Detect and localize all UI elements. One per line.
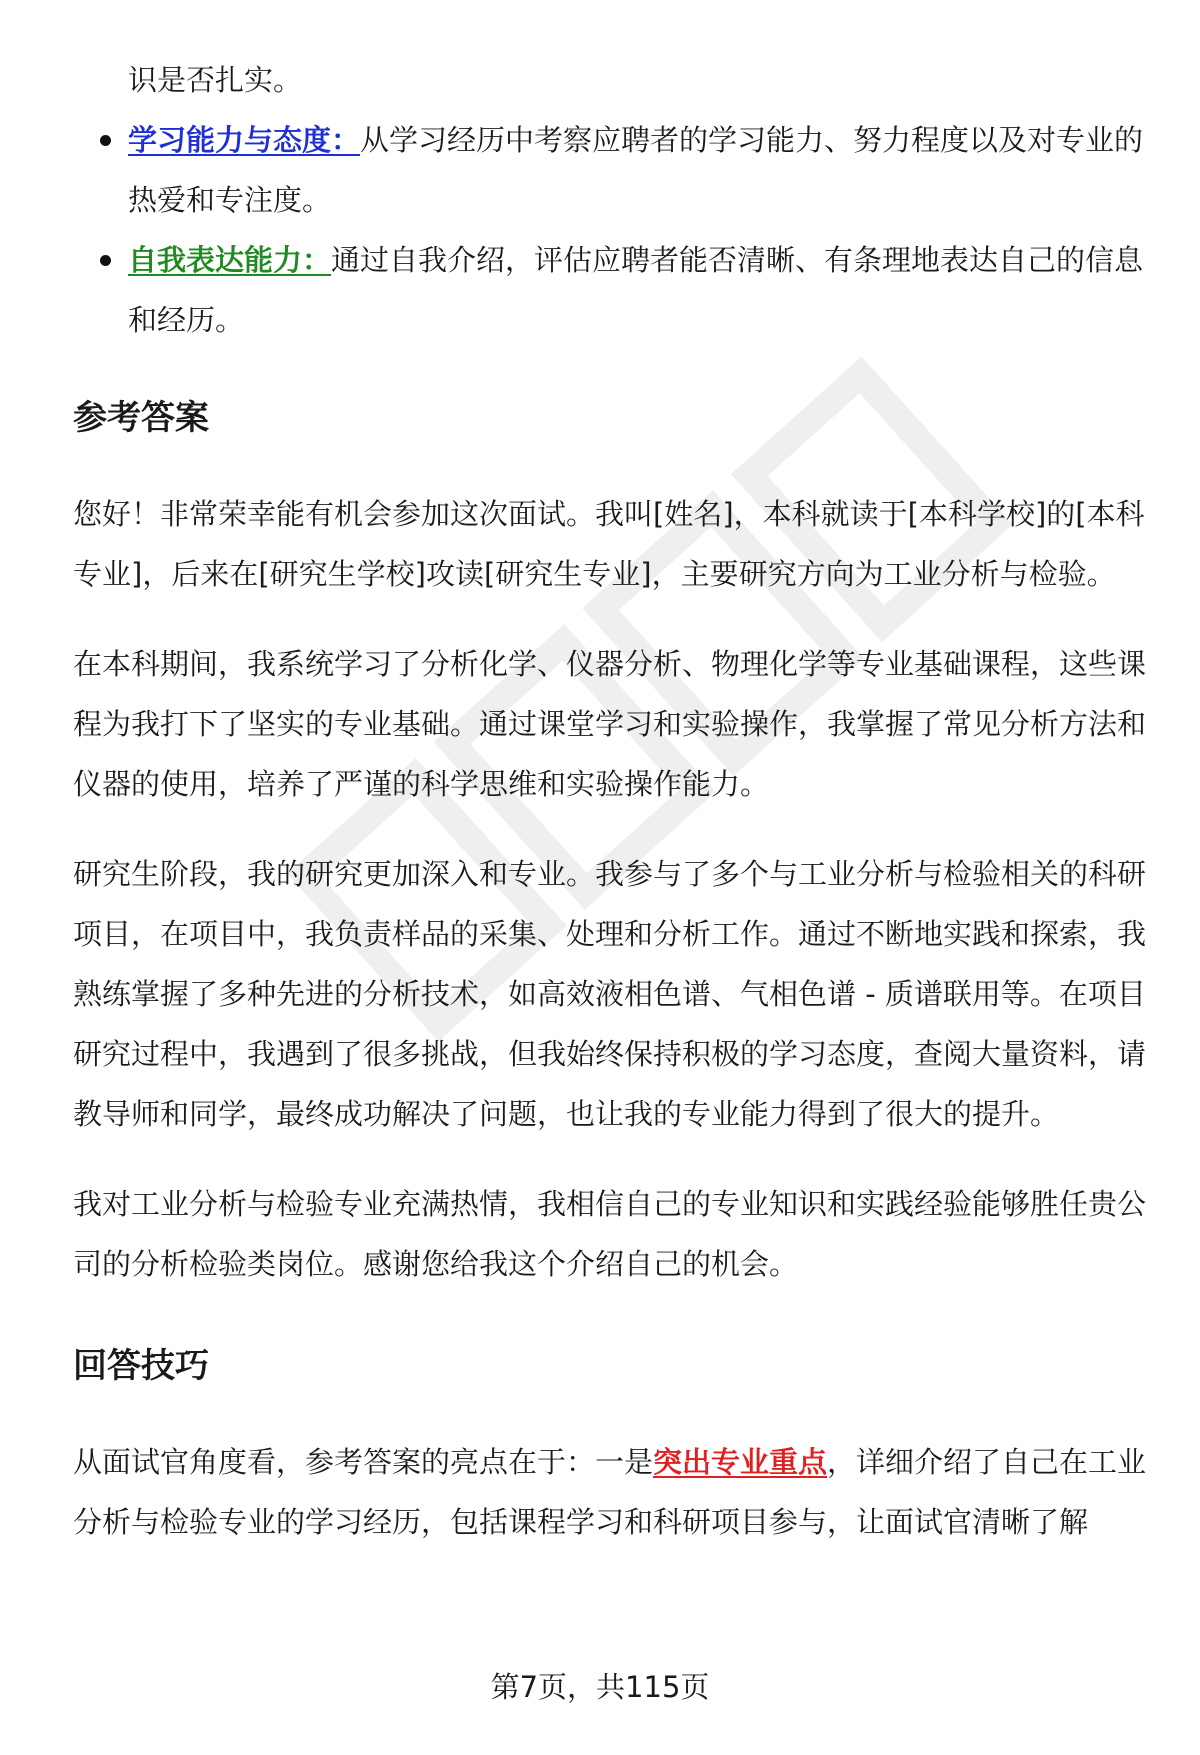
tips-text-after: ，详细介绍了自己在工业分析与检验专业的学习经历，包括课程学习和科研项目参与，让面试官清晰了解 <box>73 1445 1147 1539</box>
reference-answer-heading: 参考答案 <box>73 398 209 438</box>
criteria-text: 从学习经历中考察应聘者的学习能力、努力程度以及对专业的热爱和专注度。 <box>128 123 1144 217</box>
criteria-text: 通过自我介绍，评估应聘者能否清晰、有条理地表达自己的信息和经历。 <box>128 243 1144 337</box>
bullet-dot-icon <box>100 135 111 146</box>
criteria-item-learning <box>73 110 1148 230</box>
bullet-dot-icon <box>100 255 111 266</box>
reference-paragraph-undergrad: 在本科期间，我系统学习了分析化学、仪器分析、物理化学等专业基础课程，这些课程为我打下了坚实的专业基础。通过课堂学习和实验操作，我掌握了常见分析方法和仪器的使用，培养了严谨的科学思维和实验操作能力。 <box>73 647 1147 801</box>
tips-text-before: 从面试官角度看，参考答案的亮点在于：一是 <box>73 1445 654 1479</box>
tips-paragraph <box>73 1432 1148 1552</box>
bullet-continuation-text: 识是否扎实。 <box>128 63 303 97</box>
reference-paragraph-intro: 您好！非常荣幸能有机会参加这次面试。我叫[姓名]，本科就读于[本科学校]的[本科专业]，后来在[研究生学校]攻读[研究生专业]，主要研究方向为工业分析与检验。 <box>73 497 1145 591</box>
document-page <box>73 50 1148 1552</box>
criteria-item-expression <box>73 230 1148 350</box>
reference-paragraph-graduate: 研究生阶段，我的研究更加深入和专业。我参与了多个与工业分析与检验相关的科研项目，在项目中，我负责样品的采集、处理和分析工作。通过不断地实践和探索，我熟练掌握了多种先进的分析技术，如高效液相色谱、气相色谱 - 质谱联用等。在项目研究过程中，我遇到了很多挑战，但我始终保持积极的学习态度，查阅大量资料，请教导师和同学，最终成功解决了问题，也让我的专业能力得到了很大的提升。 <box>73 857 1147 1131</box>
criteria-list <box>73 110 1148 350</box>
criteria-keyword: 学习能力与态度： <box>128 123 361 157</box>
page-number: 第7页，共115页 <box>490 1670 710 1704</box>
criteria-keyword: 自我表达能力： <box>128 243 332 277</box>
tips-highlight: 突出专业重点 <box>653 1445 828 1479</box>
answer-tips-heading: 回答技巧 <box>73 1346 209 1386</box>
reference-paragraph-closing: 我对工业分析与检验专业充满热情，我相信自己的专业知识和实践经验能够胜任贵公司的分析检验类岗位。感谢您给我这个介绍自己的机会。 <box>73 1187 1147 1281</box>
